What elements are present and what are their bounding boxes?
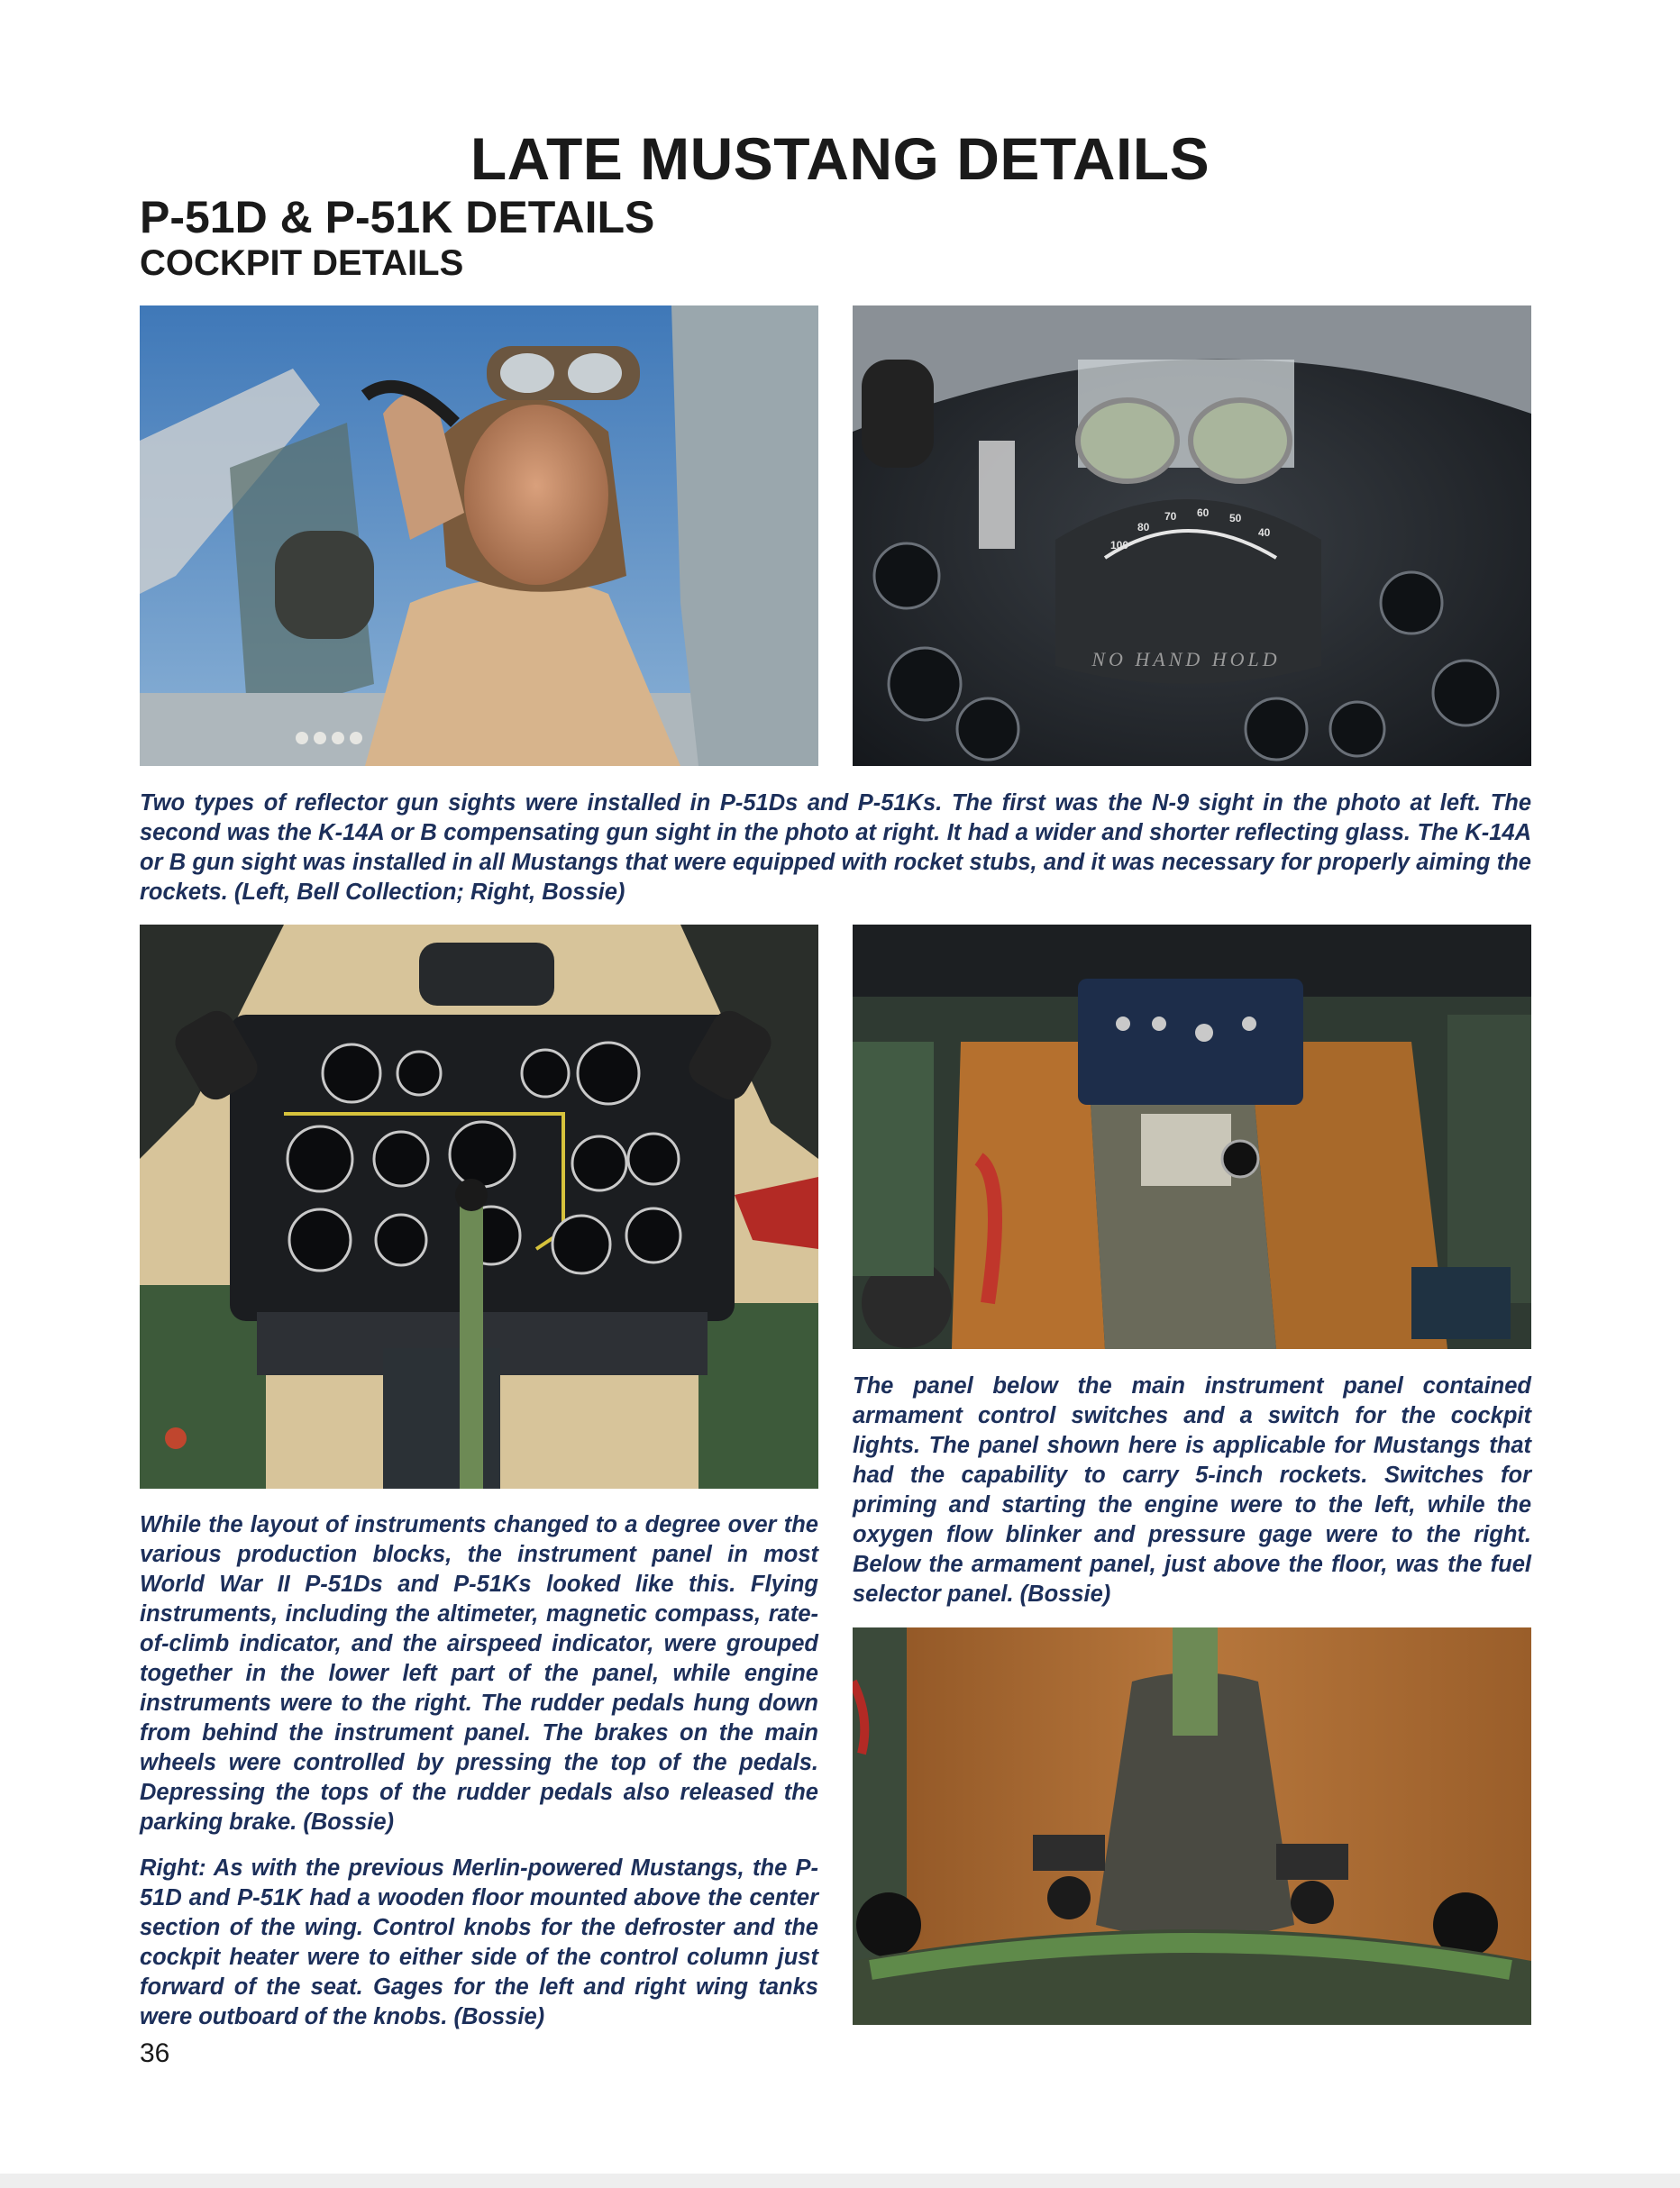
wooden-floor-caption: Right: As with the previous Merlin-powered Mustangs, the P-51D and P-51K had a wooden floor mounted above the center section of the wing. Control knobs for the defroster and the cockpit heater were to either side of the control column just forward of the seat. Gages for the left and right wing tanks were outboard of the knobs. (Bossie) (140, 1855, 818, 2029)
pilot-in-cockpit-photo (140, 305, 818, 766)
page-number: 36 (140, 2038, 170, 2068)
wooden-floor-photo (853, 1627, 1531, 2025)
page-bottom-edge (0, 2174, 1680, 2188)
gunsight-scale-tick: 70 (1164, 510, 1177, 523)
armament-panel-caption: The panel below the main instrument panel contained armament control switches and a switch for the cockpit lights. The panel shown here is applicable for Mustangs that had the capability to carry 5-inch rockets. Switches for priming and starting the engine were to the left, while the oxygen flow blinker and pressure gage were to the right. Below the armament panel, just above the floor, was the fuel selector panel. (Bossie) (853, 1373, 1531, 1607)
gunsight-scale-tick: 40 (1258, 526, 1271, 539)
page-subtitle: P-51D & P-51K DETAILS (140, 192, 655, 242)
k14-gun-sight-photo (853, 305, 1531, 766)
gunsight-scale-tick: 100 (1110, 539, 1129, 552)
gunsight-scale-tick: 60 (1197, 506, 1210, 519)
instrument-panel-caption: While the layout of instruments changed to a degree over the various production blocks, the instrument panel in most World War II P-51Ds and P-51Ks looked like this. Flying instruments, including the altimeter, magnetic compass, rate-of-climb indicator, and the airspeed indicator, were grouped together in the lower left part of the panel, while engine instruments were to the right. The rudder pedals hung down from behind the instrument panel. The brakes on the main wheels were controlled by pressing the top of the pedals. Depressing the tops of the rudder pedals also released the parking brake. (Bossie) (140, 1512, 818, 1835)
section-heading: COCKPIT DETAILS (140, 243, 464, 283)
gunsight-scale-tick: 80 (1137, 521, 1150, 533)
page-title: LATE MUSTANG DETAILS (470, 125, 1210, 192)
gun-sights-caption: Two types of reflector gun sights were installed in P-51Ds and P-51Ks. The first was the N-9 sight in the photo at left. The second was the K-14A or B compensating gun sight in the photo at right. It had a wider and shorter reflecting glass. The K-14A or B gun sight was installed in all Mustangs that were equipped with rocket stubs, and it was necessary for properly aiming the rockets. (Left, Bell Collection; Right, Bossie) (140, 790, 1531, 905)
instrument-panel-photo (140, 925, 818, 1489)
armament-panel-photo (853, 925, 1531, 1349)
gunsight-stencil: NO HAND HOLD (1091, 648, 1281, 670)
gunsight-scale-tick: 50 (1229, 512, 1242, 524)
